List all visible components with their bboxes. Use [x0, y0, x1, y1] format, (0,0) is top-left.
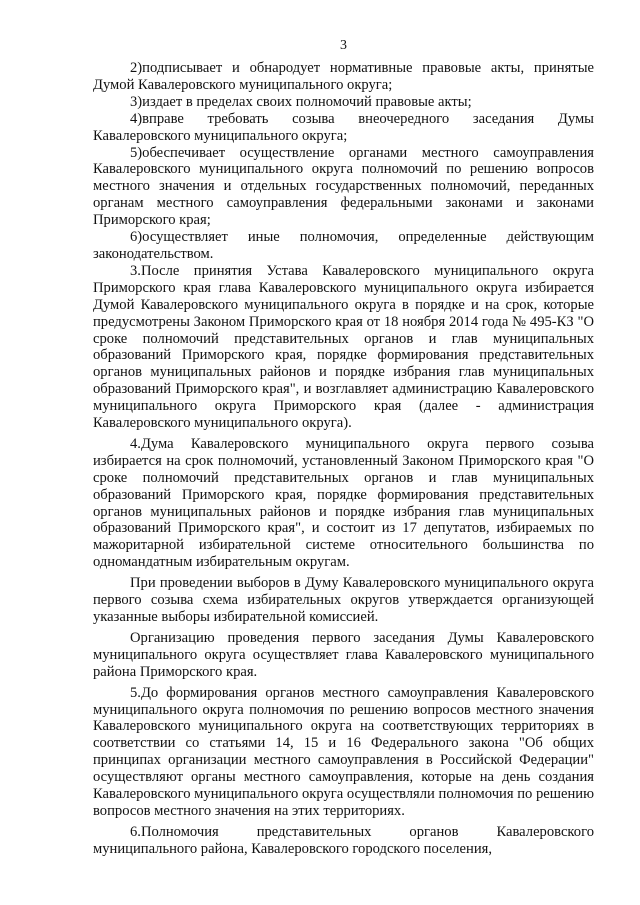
- paragraph-item-5: 5)обеспечивает осуществление органами местного самоуправления Кавалеровского муниципального округа полномочий по решению вопросов местного значения и отдельных государственных полномочий, переданных органам местного самоуправления федеральными законами и законами Приморского края;: [93, 144, 594, 229]
- paragraph-section-3: 3.После принятия Устава Кавалеровского муниципального округа Приморского края глава Кавалеровского муниципального округа избирается Думой Кавалеровского муниципального округа в порядке и на срок, которые предусмотрены Законом Приморского края от 18 ноября 2014 года № 495-КЗ "О сроке полномочий представительных органов и глав муниципальных образований Приморского края, порядке формирования представительных органов муниципальных районов и порядке избрания глав муниципальных образований Приморского края", и возглавляет администрацию Кавалеровского муниципального округа Приморского края (далее - администрация Кавалеровского муниципального округа).: [93, 262, 594, 432]
- paragraph-first-session: Организацию проведения первого заседания Думы Кавалеровского муниципального округа осуществляет глава Кавалеровского муниципального района Приморского края.: [93, 629, 594, 680]
- page-number: 3: [340, 38, 347, 53]
- paragraph-item-2: 2)подписывает и обнародует нормативные правовые акты, принятые Думой Кавалеровского муниципального округа;: [93, 60, 594, 93]
- paragraph-section-6: 6.Полномочия представительных органов Кавалеровского муниципального района, Кавалеровского городского поселения,: [93, 823, 594, 857]
- paragraph-item-4: 4)вправе требовать созыва внеочередного заседания Думы Кавалеровского муниципального округа;: [93, 110, 594, 144]
- paragraph-item-6: 6)осуществляет иные полномочия, определенные действующим законодательством.: [93, 229, 594, 262]
- paragraph-section-5: 5.До формирования органов местного самоуправления Кавалеровского муниципального округа полномочия по решению вопросов местного значения Кавалеровского муниципального округа на соответствующих территориях в соответствии со статьями 14, 15 и 16 Федерального закона "Об общих принципах организации местного самоуправления в Российской Федерации" осуществляют органы местного самоуправления, которые на день создания Кавалеровского муниципального округа осуществляли полномочия по решению вопросов местного значения на этих территориях.: [93, 684, 594, 819]
- paragraph-election-scheme: При проведении выборов в Думу Кавалеровского муниципального округа первого созыва схема избирательных округов утверждается организующей указанные выборы избирательной комиссией.: [93, 575, 594, 625]
- paragraph-section-4: 4.Дума Кавалеровского муниципального округа первого созыва избирается на срок полномочий, установленный Законом Приморского края "О сроке полномочий представительных органов и глав муниципальных образований Приморского края, порядке формирования представительных органов муниципальных районов и порядке избрания глав муниципальных образований Приморского края", и состоит из 17 депутатов, избираемых по мажоритарной избирательной системе относительного большинства по одномандатным избирательным округам.: [93, 435, 594, 571]
- paragraph-item-3: 3)издает в пределах своих полномочий правовые акты;: [130, 93, 472, 110]
